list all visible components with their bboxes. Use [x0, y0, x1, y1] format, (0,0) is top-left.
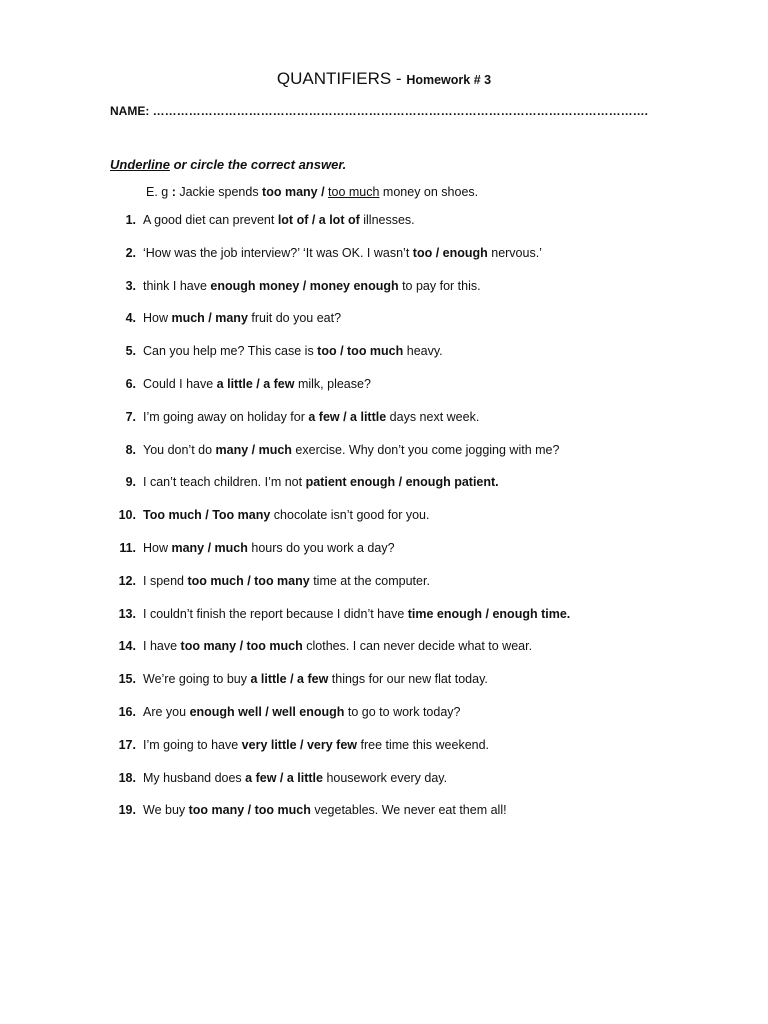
sentence-start: Can you help me? This case is	[143, 344, 318, 359]
exercise-number: 18.	[118, 770, 136, 785]
exercise-number: 7.	[125, 409, 136, 424]
answer-options[interactable]: too / enough	[412, 245, 488, 260]
answer-options[interactable]: too many / too much	[180, 639, 303, 654]
sentence-end: chocolate isn’t good for you.	[270, 508, 430, 523]
sentence-start: think I have	[143, 278, 211, 293]
exercise-sentence	[143, 704, 460, 720]
exercise-sentence	[143, 376, 371, 392]
sentence-start: Could I have	[143, 377, 217, 391]
sentence-start: We buy	[143, 803, 189, 818]
exercise-sentence	[143, 245, 542, 261]
sentence-end: vegetables. We never eat them all!	[310, 803, 507, 818]
exercise-sentence	[143, 770, 447, 786]
example-prefix: E. g	[146, 185, 169, 199]
sentence-start: You don’t do	[143, 442, 216, 457]
answer-options[interactable]: patient enough / enough patient.	[305, 475, 499, 490]
answer-options[interactable]: a little / a few	[216, 377, 295, 391]
sentence-start: My husband does	[143, 770, 246, 785]
sentence-start: Are you	[143, 705, 190, 719]
exercise-sentence	[143, 474, 499, 490]
exercise-number: 12.	[118, 573, 136, 588]
exercise-number: 4.	[125, 311, 136, 326]
sentence-end: time at the computer.	[309, 573, 430, 588]
sentence-end: exercise. Why don’t you come jogging with me?	[291, 442, 560, 457]
exercise-sentence	[143, 802, 507, 818]
answer-options[interactable]: many / much	[171, 541, 248, 555]
exercise-number: 17.	[118, 737, 136, 752]
sentence-end: fruit do you eat?	[247, 311, 342, 326]
example-colon: :	[168, 185, 180, 199]
sentence-end: days next week.	[386, 409, 480, 424]
sentence-end: free time this weekend.	[357, 737, 490, 752]
answer-options[interactable]: a few / a little	[245, 770, 323, 785]
answer-options[interactable]: a little / a few	[250, 672, 329, 687]
exercise-number: 2.	[125, 245, 136, 260]
sentence-start: How	[143, 541, 172, 555]
exercise-number: 6.	[125, 377, 136, 391]
sentence-end: milk, please?	[294, 377, 371, 391]
title-main: QUANTIFIERS -	[276, 69, 407, 88]
exercise-number: 11.	[119, 541, 136, 555]
exercise-sentence	[143, 540, 395, 556]
name-field-line: NAME: …………………………………………………………………………………………………………….	[110, 104, 648, 118]
sentence-start: I’m going to have	[143, 737, 242, 752]
exercise-sentence	[143, 507, 429, 523]
example-option-2-answer: too much	[328, 185, 380, 199]
answer-options[interactable]: very little / very few	[241, 737, 358, 752]
sentence-end: to go to work today?	[344, 705, 461, 719]
exercise-number: 8.	[125, 442, 136, 457]
exercise-sentence	[143, 573, 430, 589]
instruction-underlined: Underline	[110, 157, 170, 172]
page-title	[0, 68, 768, 91]
exercise-number: 19.	[118, 803, 136, 818]
instruction-rest: or circle the correct answer.	[169, 157, 347, 172]
exercise-number: 10.	[118, 508, 136, 523]
sentence-end: things for our new flat today.	[328, 672, 488, 687]
sentence-start: How	[143, 311, 172, 326]
example-slash: /	[317, 185, 329, 199]
exercise-number: 13.	[118, 606, 136, 621]
title-subtitle: Homework # 3	[406, 73, 492, 87]
sentence-end: nervous.’	[487, 245, 542, 260]
answer-options[interactable]: a few / a little	[308, 409, 387, 424]
answer-options[interactable]: too many / too much	[188, 803, 311, 818]
answer-options[interactable]: enough well / well enough	[189, 705, 345, 719]
sentence-start: I couldn’t finish the report because I didn’t have	[143, 606, 408, 621]
exercise-number: 5.	[125, 344, 136, 359]
answer-options[interactable]: time enough / enough time.	[407, 606, 571, 621]
exercise-number: 16.	[118, 705, 136, 719]
answer-options[interactable]: too / too much	[317, 344, 404, 359]
sentence-end: heavy.	[403, 344, 443, 359]
sentence-start: I spend	[143, 573, 188, 588]
sentence-end: clothes. I can never decide what to wear.	[302, 639, 533, 654]
answer-options[interactable]: lot of / a lot of	[277, 213, 360, 227]
exercise-sentence	[143, 278, 481, 294]
example-start: Jackie spends	[179, 185, 263, 199]
exercise-sentence	[143, 409, 479, 425]
answer-options[interactable]: enough money / money enough	[210, 278, 399, 293]
sentence-start: A good diet can prevent	[143, 213, 278, 227]
answer-options[interactable]: too much / too many	[187, 573, 310, 588]
exercise-sentence	[143, 442, 559, 458]
sentence-end: hours do you work a day?	[247, 541, 395, 555]
exercise-sentence	[143, 310, 341, 326]
exercise-number: 9.	[125, 475, 136, 490]
example-sentence	[146, 185, 478, 199]
exercise-sentence	[143, 212, 415, 228]
exercise-number: 3.	[125, 278, 136, 293]
instruction-text	[110, 157, 346, 172]
example-option-1: too many	[262, 185, 318, 199]
sentence-end: illnesses.	[359, 213, 415, 227]
exercise-sentence	[143, 671, 488, 687]
exercise-number: 1.	[125, 213, 136, 227]
exercise-number: 14.	[118, 639, 136, 654]
sentence-start: I have	[143, 639, 181, 654]
answer-options[interactable]: much / many	[171, 311, 248, 326]
example-end: money on shoes.	[379, 185, 479, 199]
sentence-start: I can’t teach children. I’m not	[143, 475, 306, 490]
exercise-sentence	[143, 606, 570, 622]
exercise-sentence	[143, 638, 532, 654]
exercise-number: 15.	[118, 672, 136, 687]
sentence-start: I’m going away on holiday for	[143, 409, 309, 424]
exercise-sentence	[143, 737, 489, 753]
exercise-sentence	[143, 343, 443, 359]
sentence-start: We’re going to buy	[143, 672, 251, 687]
sentence-end: to pay for this.	[398, 278, 481, 293]
sentence-end: housework every day.	[322, 770, 448, 785]
answer-options[interactable]: many / much	[215, 442, 292, 457]
answer-options[interactable]: Too much / Too many	[143, 508, 271, 523]
sentence-start: ‘How was the job interview?’ ‘It was OK. I wasn’t	[143, 245, 413, 260]
